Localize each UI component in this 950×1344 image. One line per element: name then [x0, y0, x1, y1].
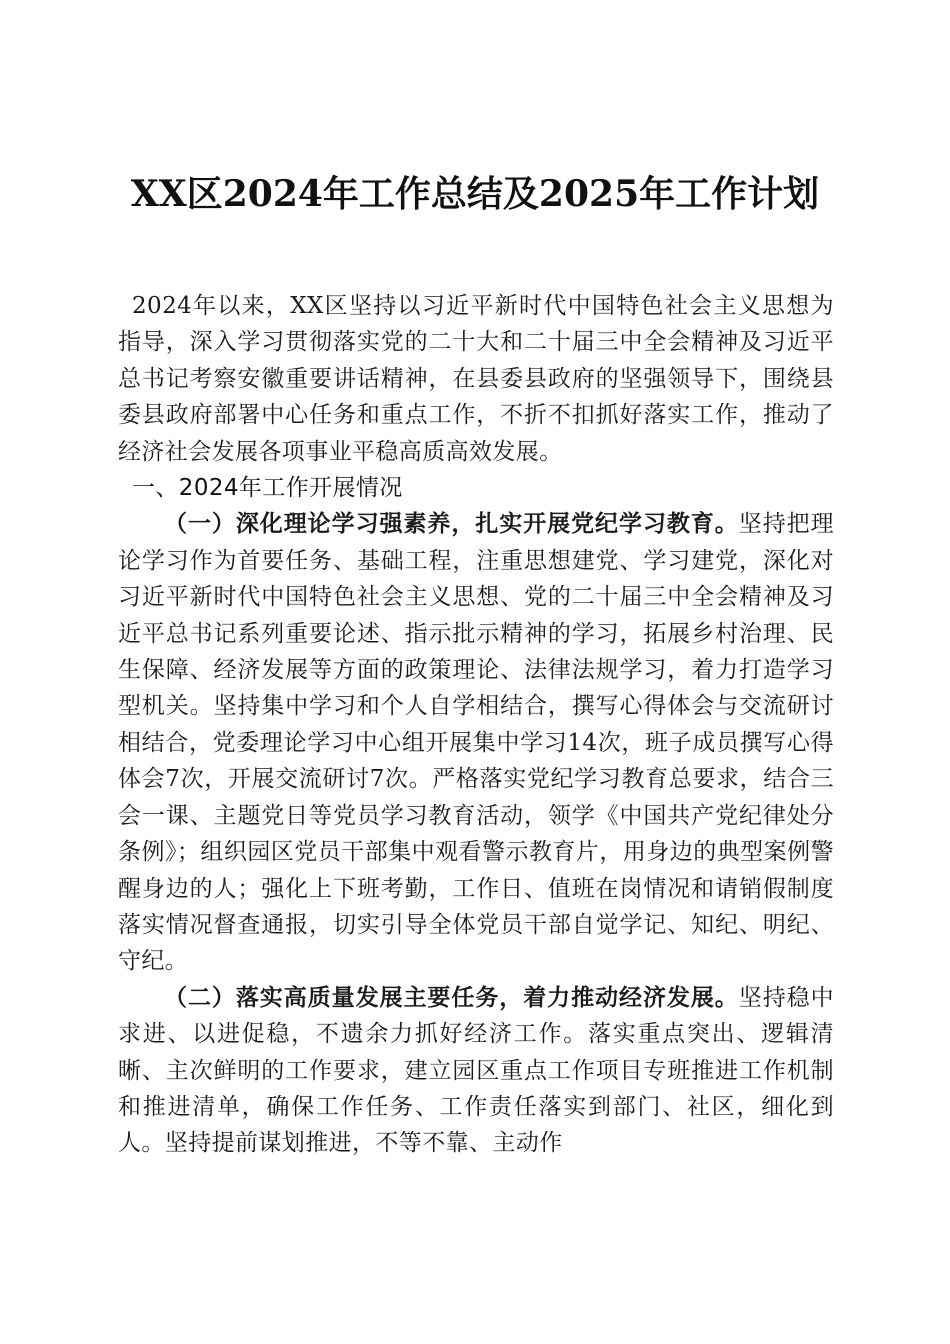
- section-heading-1: 一、2024年工作开展情况: [132, 475, 403, 502]
- document-title: XX区2024年工作总结及2025年工作计划: [130, 173, 820, 215]
- intro-paragraph: 2024年以来，XX区坚持以习近平新时代中国特色社会主义思想为指导，深入学习贯彻落实党的二十大和二十届三中全会精神及习近平总书记考察安徽重要讲话精神，在县委县政府的坚强领导下，围绕县委县政府部署中心任务和重点工作，不折不扣抓好落实工作，推动了经济社会发展各项事业平稳高质高效发展。: [118, 293, 834, 465]
- paragraph-2-lead: （二）落实高质量发展主要任务，着力推动经济发展。: [164, 983, 739, 1011]
- paragraph-1: [118, 506, 834, 979]
- paragraph-2-body: 坚持稳中求进、以进促稳，不遗余力抓好经济工作。落实重点突出、逻辑清晰、主次鲜明的工作要求，建立园区重点工作项目专班推进工作机制和推进清单，确保工作任务、工作责任落实到部门、社区，细化到人。坚持提前谋划推进，不等不靠、主动作: [118, 984, 834, 1157]
- paragraph-1-body: 坚持把理论学习作为首要任务、基础工程，注重思想建党、学习建党，深化对习近平新时代中国特色社会主义思想、党的二十届三中全会精神及习近平总书记系列重要论述、指示批示精神的学习，拓展乡村治理、民生保障、经济发展等方面的政策理论、法律法规学习，着力打造学习型机关。坚持集中学习和个人自学相结合，撰写心得体会与交流研讨相结合，党委理论学习中心组开展集中学习14次，班子成员撰写心得体会7次，开展交流研讨7次。严格落实党纪学习教育总要求，结合三会一课、主题党日等党员学习教育活动，领学《中国共产党纪律处分条例》；组织园区党员干部集中观看警示教育片，用身边的典型案例警醒身边的人；强化上下班考勤，工作日、值班在岗情况和请销假制度落实情况督查通报，切实引导全体党员干部自觉学记、知纪、明纪、守纪。: [118, 511, 834, 975]
- paragraph-1-lead: （一）深化理论学习强素养，扎实开展党纪学习教育。: [164, 510, 739, 538]
- document-body: [118, 288, 834, 1162]
- paragraph-2: [118, 980, 834, 1162]
